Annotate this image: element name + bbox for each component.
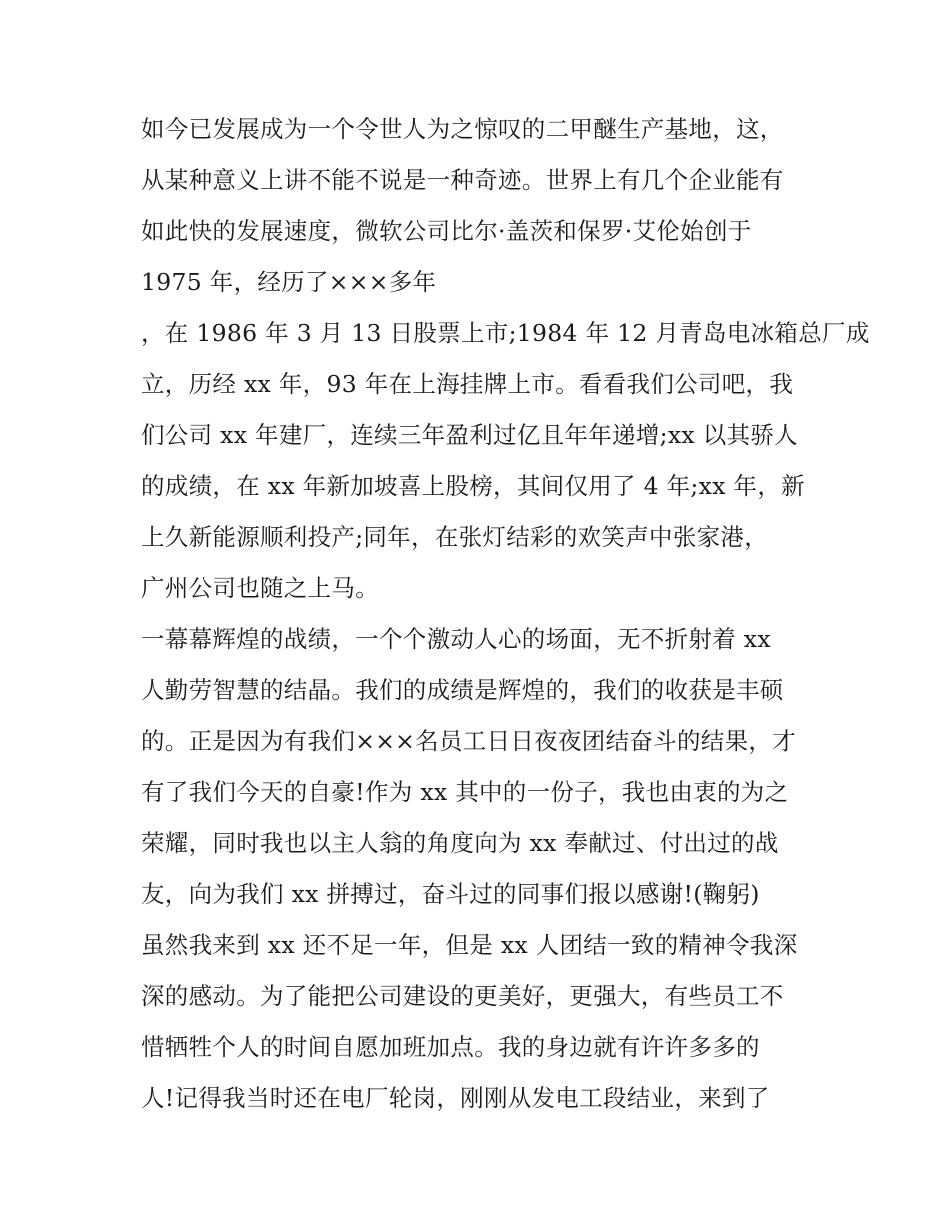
text-line: 的成绩，在 xx 年新加坡喜上股榜，其间仅用了 4 年;xx 年，新 xyxy=(141,472,805,500)
text-line: 1975 年，经历了×××多年 xyxy=(141,268,437,296)
text-line: 友，向为我们 xx 拼搏过，奋斗过的同事们报以感谢!(鞠躬) xyxy=(141,880,760,908)
text-line: 们公司 xx 年建厂，连续三年盈利过亿且年年递增;xx 以其骄人 xyxy=(141,421,798,449)
text-line: 从某种意义上讲不能不说是一种奇迹。世界上有几个企业能有 xyxy=(141,166,784,194)
text-line: 虽然我来到 xx 还不足一年，但是 xx 人团结一致的精神令我深 xyxy=(141,931,798,959)
text-line: 荣耀，同时我也以主人翁的角度向为 xx 奉献过、付出过的战 xyxy=(141,829,779,857)
text-line: 立，历经 xx 年，93 年在上海挂牌上市。看看我们公司吧，我 xyxy=(141,370,794,398)
text-line: 广州公司也随之上马。 xyxy=(141,574,379,602)
text-line: 如此快的发展速度，微软公司比尔·盖茨和保罗·艾伦始创于 xyxy=(141,217,752,245)
text-line: ，在 1986 年 3 月 13 日股票上市;1984 年 12 月青岛电冰箱总厂成 xyxy=(141,319,870,347)
text-line: 深的感动。为了能把公司建设的更美好，更强大，有些员工不 xyxy=(141,982,784,1010)
text-line: 的。正是因为有我们×××名员工日日夜夜团结奋斗的结果，才 xyxy=(141,727,796,755)
text-line: 有了我们今天的自豪!作为 xx 其中的一份子，我也由衷的为之 xyxy=(141,778,789,806)
text-line: 人勤劳智慧的结晶。我们的成绩是辉煌的，我们的收获是丰硕 xyxy=(141,676,784,704)
text-line: 上久新能源顺利投产;同年，在张灯结彩的欢笑声中张家港， xyxy=(141,523,769,551)
text-line: 如今已发展成为一个令世人为之惊叹的二甲醚生产基地，这， xyxy=(141,115,784,143)
text-line: 人!记得我当时还在电厂轮岗，刚刚从发电工段结业，来到了 xyxy=(141,1084,770,1112)
text-line: 一幕幕辉煌的战绩，一个个激动人心的场面，无不折射着 xx xyxy=(141,625,771,653)
text-line: 惜牺牲个人的时间自愿加班加点。我的身边就有许许多多的 xyxy=(141,1033,760,1061)
